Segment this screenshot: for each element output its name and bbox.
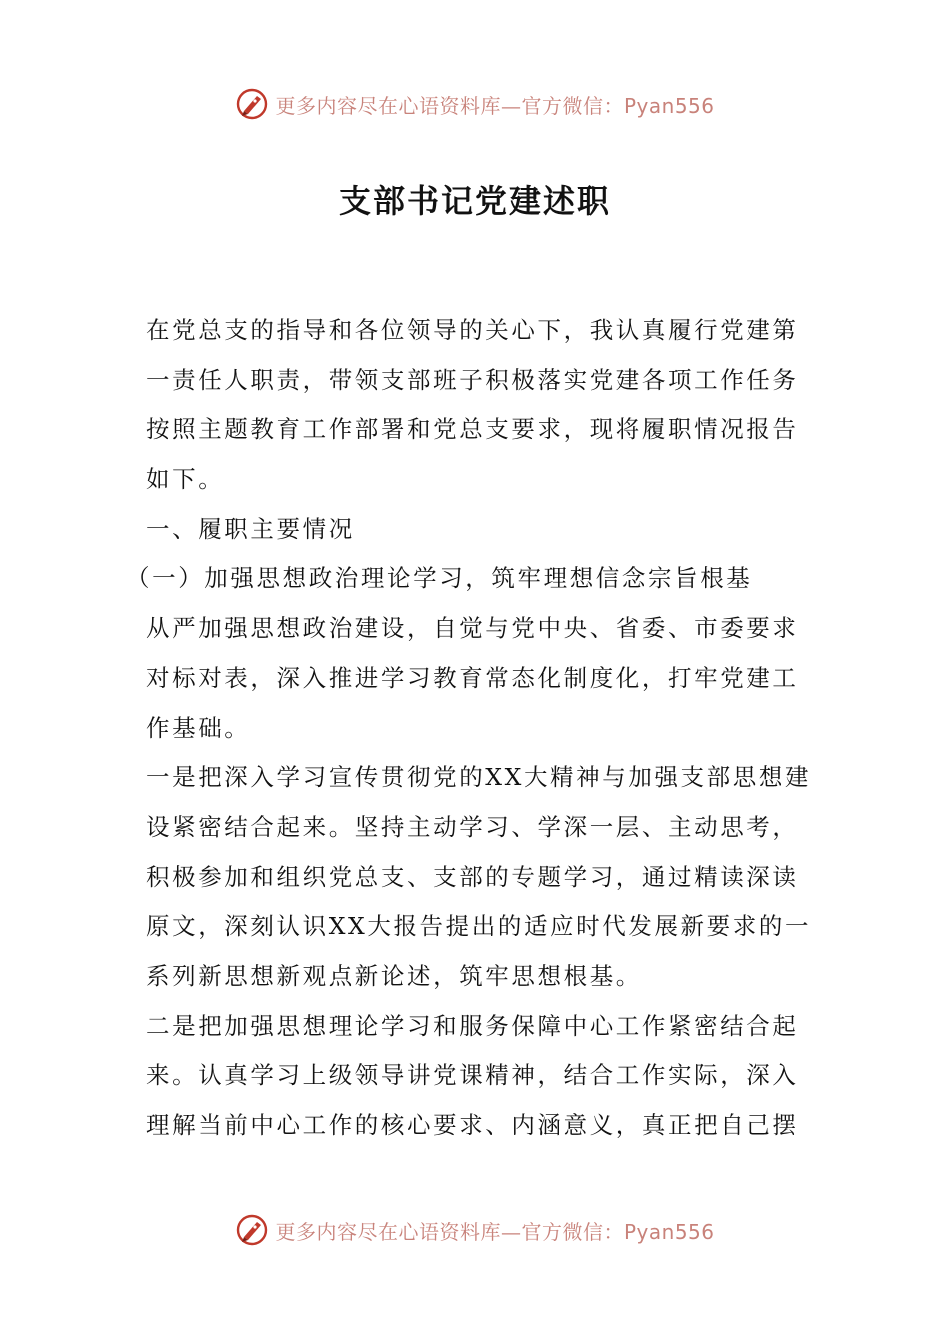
document-title: 支部书记党建述职 [338,182,611,220]
body-line: 一责任人职责，带领支部班子积极落实党建各项工作任务 [146,365,799,394]
body-line: 按照主题教育工作部署和党总支要求，现将履职情况报告 [146,415,799,444]
body-line: 从严加强思想政治建设，自觉与党中央、省委、市委要求 [146,614,799,643]
watermark-wechat-id: Pyan556 [623,1219,715,1244]
body-line: 如下。 [146,465,225,494]
watermark-label: 更多内容尽在心语资料库—官方微信： [275,93,624,118]
body-line: 一是把深入学习宣传贯彻党的XX大精神与加强支部思想建 [146,763,812,792]
body-line: 作基础。 [146,713,251,742]
pen-nib-logo-icon [235,87,269,121]
body-line: 理解当前中心工作的核心要求、内涵意义，真正把自己摆 [146,1111,799,1139]
watermark-text [275,1216,714,1245]
body-line: 原文，深刻认识XX大报告提出的适应时代发展新要求的一 [146,912,812,941]
watermark-header [0,84,950,124]
watermark-wechat-id: Pyan556 [623,93,715,118]
document-body [126,306,812,1151]
body-line: 二是把加强思想理论学习和服务保障中心工作紧密结合起 [146,1011,799,1040]
pen-nib-logo-icon [235,1213,269,1247]
body-line: 在党总支的指导和各位领导的关心下，我认真履行党建第 [146,316,799,344]
body-line: 来。认真学习上级领导讲党课精神，结合工作实际，深入 [146,1061,799,1090]
body-line: 对标对表，深入推进学习教育常态化制度化，打牢党建工 [146,663,799,692]
body-line: 设紧密结合起来。坚持主动学习、学深一层、主动思考， [146,812,799,841]
section-heading: 一、履职主要情况 [146,514,355,543]
subsection-heading: （一）加强思想政治理论学习，筑牢理想信念宗旨根基 [126,564,753,593]
watermark-label: 更多内容尽在心语资料库—官方微信： [275,1219,624,1244]
watermark-text [275,90,714,119]
body-line: 系列新思想新观点新论述，筑牢思想根基。 [146,961,642,990]
body-line: 积极参加和组织党总支、支部的专题学习，通过精读深读 [146,862,799,891]
watermark-footer [0,1210,950,1250]
